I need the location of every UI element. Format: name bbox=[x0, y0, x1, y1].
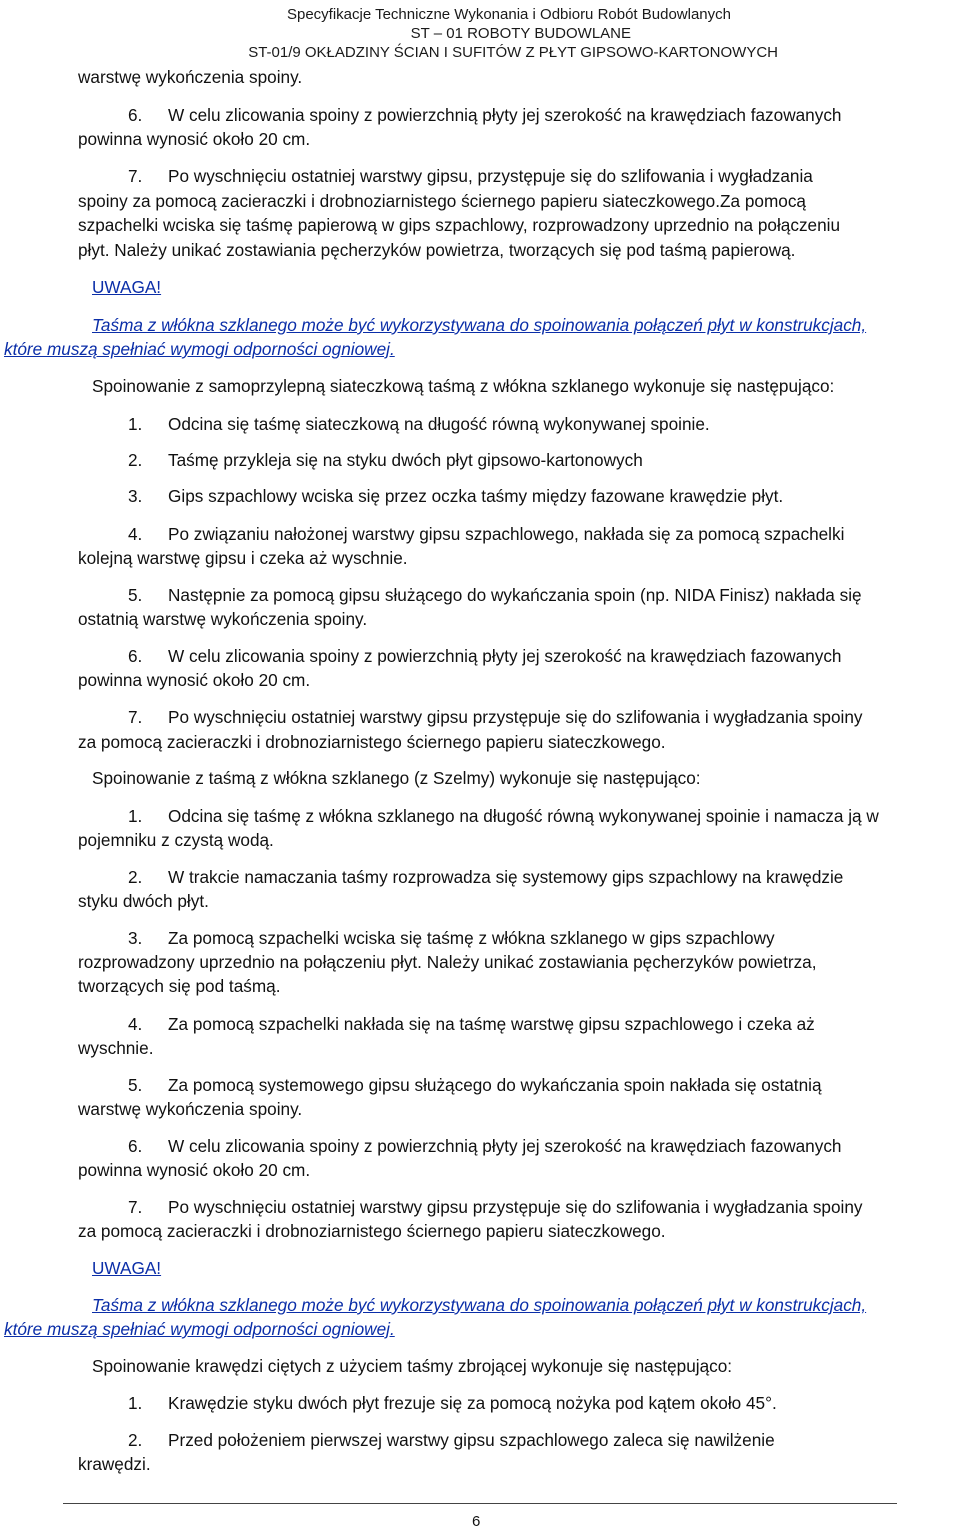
warning-heading: UWAGA! bbox=[92, 277, 162, 297]
list-item-number: 3. bbox=[128, 486, 143, 506]
list-item-text: ostatnią warstwę wykończenia spoiny. bbox=[78, 609, 368, 629]
warning-text: Taśma z włókna szklanego może być wykorzystywana do spoinowania połączeń płyt w konstrukcjach, bbox=[92, 1295, 867, 1315]
list-item-text: Odcina się taśmę siateczkową na długość równą wykonywanej spoinie. bbox=[168, 414, 710, 434]
list-item-text: tworzących się pod taśmą. bbox=[78, 976, 281, 996]
list-item-text: W celu zlicowania spoiny z powierzchnią płyty jej szerokość na krawędziach fazowanych bbox=[168, 1136, 842, 1156]
page-number: 6 bbox=[472, 1513, 481, 1530]
list-item-text: powinna wynosić około 20 cm. bbox=[78, 1160, 311, 1180]
list-item-text: W trakcie namaczania taśmy rozprowadza się systemowy gips szpachlowy na krawędzie bbox=[168, 867, 844, 887]
list-item-text: płyt. Należy unikać zostawiania pęcherzyków powietrza, tworzących się pod taśmą papierową. bbox=[78, 240, 796, 260]
list-item-text: za pomocą zacieraczki i drobnoziarnistego ściernego papieru siateczkowego. bbox=[78, 1221, 666, 1241]
list-item-text: Krawędzie styku dwóch płyt frezuje się za pomocą nożyka pod kątem około 45°. bbox=[168, 1393, 777, 1413]
list-item-text: szpachelki wciska się taśmę papierową w gips szpachlowy, rozprowadzony uprzednio na połączeniu bbox=[78, 215, 841, 235]
warning-text: które muszą spełniać wymogi odporności ogniowej. bbox=[4, 1319, 395, 1339]
list-item-text: warstwę wykończenia spoiny. bbox=[78, 1099, 303, 1119]
paragraph-continuation: warstwę wykończenia spoiny. bbox=[78, 67, 303, 87]
list-item-number: 5. bbox=[128, 585, 143, 605]
list-item-text: Za pomocą szpachelki nakłada się na taśmę warstwę gipsu szpachlowego i czeka aż bbox=[168, 1014, 815, 1034]
section-title: Spoinowanie z taśmą z włókna szklanego (z Szelmy) wykonuje się następująco: bbox=[92, 768, 701, 788]
warning-text: które muszą spełniać wymogi odporności ogniowej. bbox=[4, 339, 395, 359]
list-item-text: Za pomocą szpachelki wciska się taśmę z włókna szklanego w gips szpachlowy bbox=[168, 928, 775, 948]
list-item-text: wyschnie. bbox=[78, 1038, 154, 1058]
list-item-number: 2. bbox=[128, 1430, 143, 1450]
list-item-text: spoiny za pomocą zacieraczki i drobnoziarnistego ściernego papieru siateczkowego.Za pomocą bbox=[78, 191, 806, 211]
list-item-number: 3. bbox=[128, 928, 143, 948]
list-item-text: W celu zlicowania spoiny z powierzchnią płyty jej szerokość na krawędziach fazowanych bbox=[168, 646, 842, 666]
list-item-text: Po wyschnięciu ostatniej warstwy gipsu, przystępuje się do szlifowania i wygładzania bbox=[168, 166, 813, 186]
list-item-text: Za pomocą systemowego gipsu służącego do wykańczania spoin nakłada się ostatnią bbox=[168, 1075, 822, 1095]
list-item-number: 7. bbox=[128, 166, 143, 186]
list-item-text: Po wyschnięciu ostatniej warstwy gipsu przystępuje się do szlifowania i wygładzania spoiny bbox=[168, 1197, 863, 1217]
footer-divider bbox=[63, 1503, 897, 1504]
warning-heading: UWAGA! bbox=[92, 1258, 162, 1278]
list-item-number: 1. bbox=[128, 414, 143, 434]
list-item-text: krawędzi. bbox=[78, 1454, 151, 1474]
list-item-number: 4. bbox=[128, 524, 143, 544]
list-item-text: Po związaniu nałożonej warstwy gipsu szpachlowego, nakłada się za pomocą szpachelki bbox=[168, 524, 845, 544]
list-item-text: Taśmę przykleja się na styku dwóch płyt gipsowo-kartonowych bbox=[168, 450, 643, 470]
list-item-number: 2. bbox=[128, 450, 143, 470]
list-item-number: 7. bbox=[128, 707, 143, 727]
list-item-number: 1. bbox=[128, 806, 143, 826]
list-item-text: powinna wynosić około 20 cm. bbox=[78, 670, 311, 690]
header-line-3: ST-01/9 OKŁADZINY ŚCIAN I SUFITÓW Z PŁYT GIPSOWO-KARTONOWYCH bbox=[248, 44, 778, 61]
header-line-2: ST – 01 ROBOTY BUDOWLANE bbox=[410, 25, 631, 42]
list-item-text: Gips szpachlowy wciska się przez oczka taśmy między fazowane krawędzie płyt. bbox=[168, 486, 784, 506]
list-item-number: 6. bbox=[128, 105, 143, 125]
list-item-text: W celu zlicowania spoiny z powierzchnią płyty jej szerokość na krawędziach fazowanych bbox=[168, 105, 842, 125]
list-item-text: Przed położeniem pierwszej warstwy gipsu szpachlowego zaleca się nawilżenie bbox=[168, 1430, 775, 1450]
list-item-text: styku dwóch płyt. bbox=[78, 891, 209, 911]
list-item-text: pojemniku z czystą wodą. bbox=[78, 830, 274, 850]
list-item-number: 6. bbox=[128, 1136, 143, 1156]
list-item-number: 4. bbox=[128, 1014, 143, 1034]
list-item-text: rozprowadzony uprzednio na połączeniu płyt. Należy unikać zostawiania pęcherzyków powietrza, bbox=[78, 952, 817, 972]
header-line-1: Specyfikacje Techniczne Wykonania i Odbioru Robót Budowlanych bbox=[286, 6, 731, 23]
list-item-text: Po wyschnięciu ostatniej warstwy gipsu przystępuje się do szlifowania i wygładzania spoiny bbox=[168, 707, 863, 727]
list-item-text: powinna wynosić około 20 cm. bbox=[78, 129, 311, 149]
section-title: Spoinowanie krawędzi ciętych z użyciem taśmy zbrojącej wykonuje się następująco: bbox=[92, 1356, 733, 1376]
list-item-number: 7. bbox=[128, 1197, 143, 1217]
warning-text: Taśma z włókna szklanego może być wykorzystywana do spoinowania połączeń płyt w konstrukcjach, bbox=[92, 315, 867, 335]
list-item-text: Odcina się taśmę z włókna szklanego na długość równą wykonywanej spoinie i namacza ją w bbox=[168, 806, 879, 826]
list-item-number: 6. bbox=[128, 646, 143, 666]
list-item-number: 2. bbox=[128, 867, 143, 887]
list-item-text: za pomocą zacieraczki i drobnoziarnistego ściernego papieru siateczkowego. bbox=[78, 732, 666, 752]
list-item-number: 1. bbox=[128, 1393, 143, 1413]
list-item-text: kolejną warstwę gipsu i czeka aż wyschnie. bbox=[78, 548, 408, 568]
section-title: Spoinowanie z samoprzylepną siateczkową taśmą z włókna szklanego wykonuje się następująco: bbox=[92, 376, 835, 396]
list-item-number: 5. bbox=[128, 1075, 143, 1095]
list-item-text: Następnie za pomocą gipsu służącego do wykańczania spoin (np. NIDA Finisz) nakłada się bbox=[168, 585, 862, 605]
